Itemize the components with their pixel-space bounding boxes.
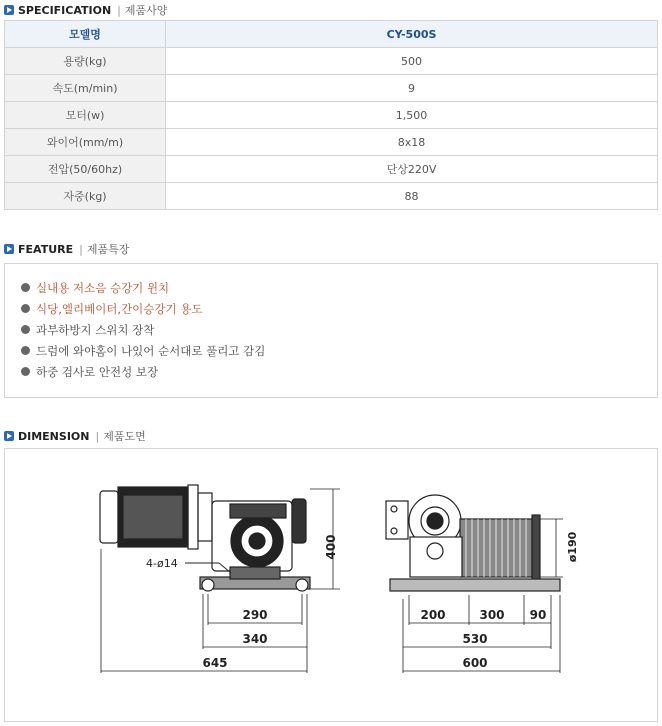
row-value: 1,500 [166,102,658,129]
title-separator: | [117,3,121,17]
table-row [5,48,658,75]
feature-text: 식당,엘리베이터,간이승강기 용도 [36,301,203,316]
dimension-section-title [4,428,146,444]
model-value: CY-500S [166,21,658,48]
dim-600-label: 600 [462,656,488,670]
table-row [5,102,658,129]
feature-list [4,263,658,398]
dimension-drawing-box [4,448,658,722]
dim-645-label: 645 [202,656,228,670]
row-label: 전압(50/60hz) [5,156,166,183]
row-label: 모터(w) [5,102,166,129]
title-separator: | [95,429,100,443]
dim-290-label: 290 [242,608,268,622]
feature-text: 드럼에 와야홈이 나있어 순서대로 풀리고 감김 [36,343,266,358]
dim-340-label: 340 [242,632,268,646]
table-row [5,183,658,210]
row-value: 8x18 [166,129,658,156]
feature-title-ko: 제품특장 [86,243,130,256]
bullet-icon [21,304,30,313]
dim-300-label: 300 [479,608,505,622]
row-value: 9 [166,75,658,102]
row-value: 500 [166,48,658,75]
height-label: 400 [324,534,338,560]
dim-530-label: 530 [462,632,488,646]
bullet-icon [21,325,30,334]
spec-table [4,20,658,210]
table-row [5,75,658,102]
list-item [21,319,657,340]
list-item [21,340,657,361]
winch-drawing [5,449,657,721]
spec-title-en: SPECIFICATION [18,3,112,17]
list-item [21,298,657,319]
spec-title-ko: 제품사양 [124,4,168,17]
row-label: 용량(kg) [5,48,166,75]
bullet-icon [21,283,30,292]
dimension-title-ko: 제품도면 [103,430,146,443]
model-label: 모델명 [5,21,166,48]
table-row [5,129,658,156]
arrow-icon [4,244,14,254]
dim-90-label: 90 [529,608,547,622]
row-label: 와이어(mm/m) [5,129,166,156]
bullet-icon [21,367,30,376]
title-separator: | [79,242,83,256]
feature-text: 실내용 저소음 승강기 윈치 [36,280,170,295]
diameter-label: ø190 [566,531,579,563]
arrow-icon [4,431,14,441]
row-label: 자중(kg) [5,183,166,210]
list-item [21,361,657,382]
dimension-title-en: DIMENSION [18,429,90,443]
feature-title-en: FEATURE [18,242,74,256]
feature-text: 과부하방지 스위치 장착 [36,322,155,337]
feature-text: 하중 검사로 안전성 보장 [36,364,159,379]
list-item [21,277,657,298]
dim-200-label: 200 [420,608,446,622]
bullet-icon [21,346,30,355]
side-view [100,485,340,673]
spec-section-title [4,2,167,18]
feature-section-title [4,241,129,257]
arrow-icon [4,5,14,15]
row-label: 속도(m/min) [5,75,166,102]
front-view [386,495,563,673]
row-value: 88 [166,183,658,210]
row-value: 단상220V [166,156,658,183]
hole-label: 4-ø14 [146,557,178,570]
spec-header-row [5,21,658,48]
table-row [5,156,658,183]
